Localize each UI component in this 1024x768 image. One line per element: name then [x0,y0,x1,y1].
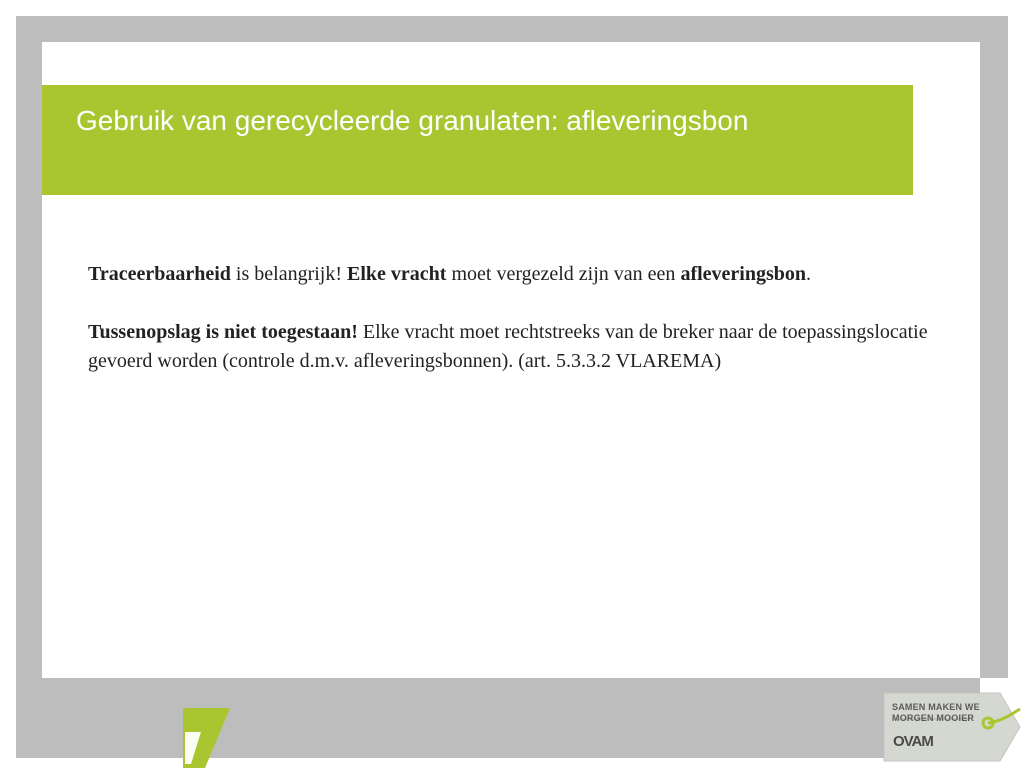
bold-delivery-note: afleveringsbon [680,263,806,285]
logo-tagline-line2: MORGEN MOOIER [892,713,975,723]
slide-title: Gebruik van gerecycleerde granulaten: afleveringsbon [76,105,749,136]
text-segment: Elke vracht moet rechtstreeks van de breker naar de toepassingslocatie gevoerd worden (controle d.m.v. afleveringsbonnen). (art. 5.3.3.2 VLAREMA) [88,321,928,372]
text-segment: moet vergezeld zijn van een [446,263,681,285]
logo-tagline-line1: SAMEN MAKEN WE [892,702,980,712]
green-slash-decoration [183,708,231,768]
slide-body [88,260,928,376]
bold-each-load: Elke vracht [347,263,447,285]
bold-traceability: Traceerbaarheid [88,263,231,285]
logo-tagline [892,702,980,724]
text-segment: is belangrijk! [230,263,348,285]
text-segment: . [806,263,811,285]
bold-storage-prohibited: Tussenopslag is niet toegestaan! [88,321,358,343]
ovam-logo: OVAM [893,733,933,750]
paragraph-traceability [88,260,928,289]
paragraph-storage [88,318,928,376]
